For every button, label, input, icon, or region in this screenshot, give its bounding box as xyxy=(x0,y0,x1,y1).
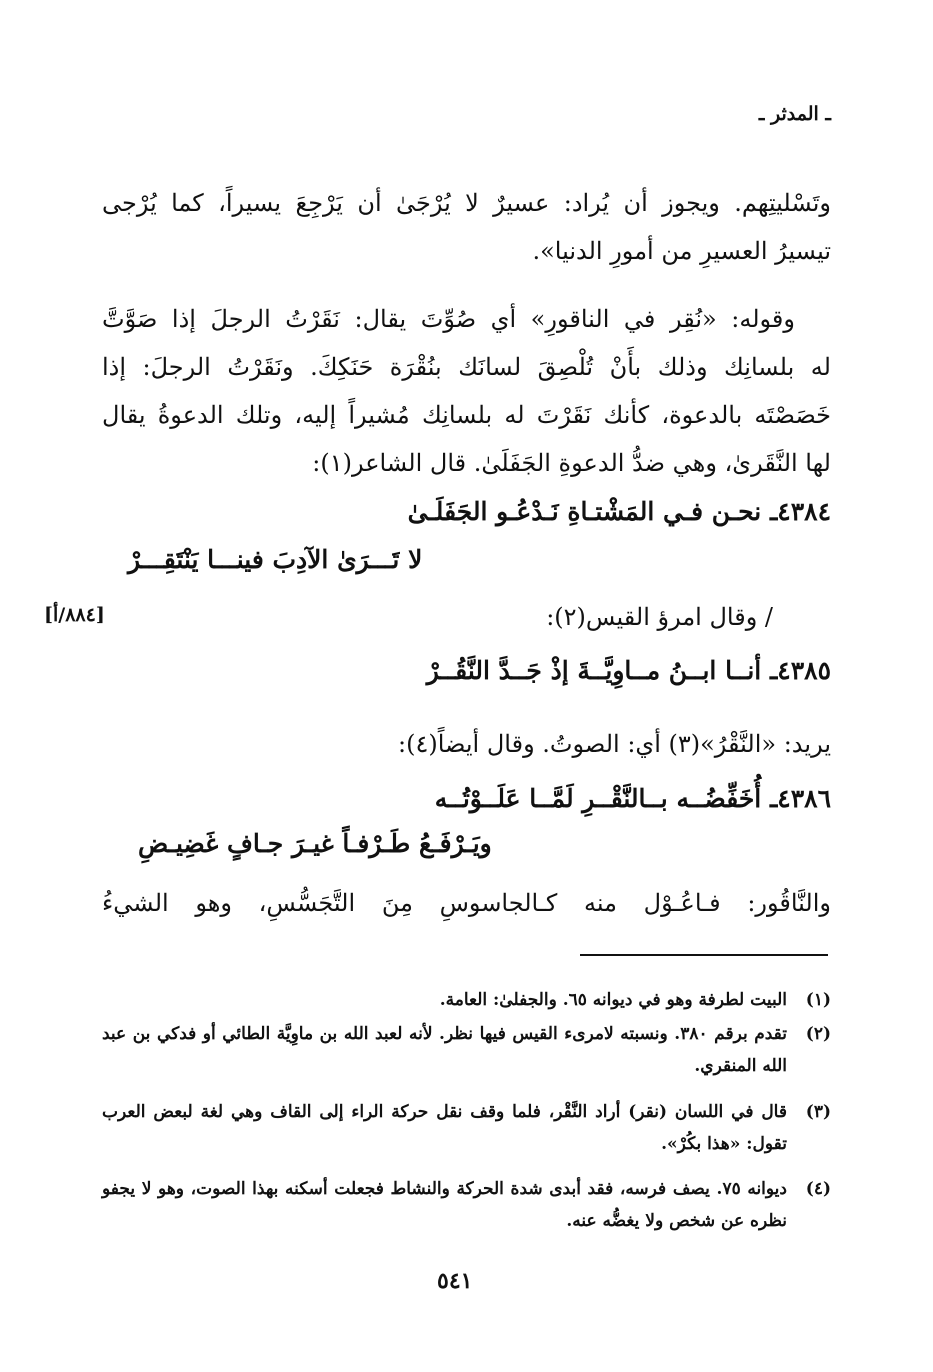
paragraph-1 xyxy=(102,179,831,275)
footnote-text: البيت لطرفة وهو في ديوانه ٦٥. والجفلىٰ: العامة. xyxy=(439,990,787,1010)
paragraph-3: والنَّاقُور: فـاعُـوْل منه كـالجاسوسِ مِنَ التَّجَسُّسِ، وهو الشيءُ xyxy=(102,889,831,917)
chapter-header: ـ المدثر ـ xyxy=(758,103,831,125)
text-line: لها النَّقَرىٰ، وهي ضدُّ الدعوةِ الجَفَلَىٰ. قال الشاعر(١): xyxy=(312,449,831,477)
verse-4384-second-hemistich: لا تَـــرَىٰ الآدِبَ فينـــا يَنْتَقِـــرْ xyxy=(128,545,423,574)
paragraph-2 xyxy=(102,295,831,487)
footnote-3 xyxy=(102,1096,831,1160)
verse-intro: يريد: «النَّقْرُ»(٣) أي: الصوتُ. وقال أيضاً(٤): xyxy=(398,730,831,758)
manuscript-folio-reference: [٨٨٤/أ] xyxy=(44,604,105,626)
verse-4386-first-hemistich: ٤٣٨٦ـ أُخَفِّضُــه بــالنَّقْــرِ لَمَّــا عَلَــوْتُــه xyxy=(434,784,831,813)
footnote-text: تقدم برقم ٣٨٠. ونسبته لامرىء القيس فيها نظر. لأنه لعبد الله بن ماوِيَّة الطائي أو فدكي بن عبد الله المنقري. xyxy=(102,1024,788,1076)
text-line: خَصَصْتَه بالدعوة، كأنك نَقَرْتَ له بلسانِك مُشيراً إليه، وتلك الدعوةُ يقال xyxy=(102,401,831,429)
footnote-number: (٢) xyxy=(805,1024,831,1044)
footnote-number: (١) xyxy=(805,990,831,1010)
footnote-4 xyxy=(102,1173,831,1237)
footnote-number: (٣) xyxy=(805,1102,831,1122)
text-line: وقوله: «نُقِر في الناقورِ» أي صُوِّتَ يقال: نَقَرْتُ الرجلَ إذا صَوَّتَّ xyxy=(102,305,795,333)
footnote-2 xyxy=(102,1018,831,1082)
footnote-text: ديوانه ٧٥. يصف فرسه، فقد أبدى شدة الحركة والنشاط فجعلت أسكنه بهذا الصوت، وهو لا يجفو نظره عن شخص ولا يغضُّه عنه. xyxy=(102,1179,787,1231)
verse-4384-first-hemistich: ٤٣٨٤ـ نحـن فـي المَشْتـاةِ نَـدْعُـو الجَفَلَـىٰ xyxy=(407,497,831,526)
page-number: ٥٤١ xyxy=(437,1268,473,1294)
text-line: له بلسانِك وذلك بأَنْ تُلْصِقَ لسانَك بنُقْرَة حَنَكِكَ. ونَقَرْتُ الرجلَ: إذا xyxy=(102,353,831,381)
text-line: تيسيرُ العسيرِ من أمورِ الدنيا». xyxy=(532,237,831,265)
footnote-1 xyxy=(102,984,831,1016)
footnote-text: قال في اللسان (نقر) أراد النَّقْر، فلما وقف نقل حركة الراء إلى القاف وهي لغة لبعض العرب تقول: «هذا بكُرْ». xyxy=(102,1102,787,1154)
verse-4386-second-hemistich: ويَـرْفَـعُ طَـرْفـاً غيـرَ جـافٍ غَضِيـضِ xyxy=(138,829,492,858)
footnote-separator xyxy=(580,954,828,956)
verse-intro: / وقال امرؤ القيس(٢): xyxy=(546,603,773,631)
footnote-number: (٤) xyxy=(805,1179,831,1199)
text-line: وتَسْليتِهم. ويجوز أن يُراد: عسيرٌ لا يُرْجَىٰ أن يَرْجِعَ يسيراً، كما يُرْجى xyxy=(102,189,831,217)
verse-4385: ٤٣٨٥ـ أنــا ابــنُ مــاوِيَّــةَ إذْ جَــدَّ النَّقُــرْ xyxy=(426,656,831,685)
